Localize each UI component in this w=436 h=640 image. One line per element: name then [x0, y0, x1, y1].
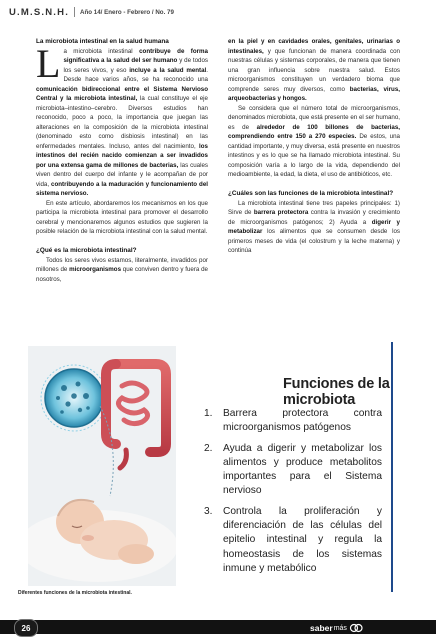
- figure-caption: Diferentes funciones de la microbiota intestinal.: [18, 590, 132, 596]
- logo-swirl-icon: [349, 622, 363, 634]
- page-footer: [0, 616, 436, 640]
- page-number: 26: [14, 619, 38, 637]
- section-heading-functions: ¿Cuáles son las funciones de la microbiota intestinal?: [228, 190, 394, 197]
- baby-microbiota-illustration: [28, 346, 176, 586]
- paragraph-3-start: Todos los seres vivos estamos, literalmente, invadidos por millones de microorganismos que conviven dentro y fuera de nosotros,: [36, 256, 208, 283]
- paragraph-2: En este artículo, abordaremos los mecanismos en los que participa la microbiota intestinal para promover el desarrollo cerebral y mencionaremos algunos estudios que sugieren la posible relación de la microbiota intestinal con la salud mental.: [36, 199, 208, 235]
- footer-bar: [0, 620, 436, 634]
- sabermas-logo: saber más: [310, 622, 363, 634]
- page-header: [9, 6, 174, 18]
- list-item: 1. Barrera protectora contra microorganismos patógenos: [204, 408, 382, 434]
- paragraph-1: La microbiota intestinal contribuye de forma significativa a la salud del ser humano y de todos los seres vivos, y eso incluye a la salud mental. Desde hace varios años, se ha reconocido una comunicación bidireccional entre el Sistema Nervioso Central y la microbiota intestinal, la cual constituye el eje microbiota–intestino–cerebro. Diversos estudios han reconocido, poco a poco, la importancia que juegan las alteraciones en la composición de la microbiota intestinal (denominado esto como disbiosis intestinal) en las enfermedades mentales. Incluso, antes del nacimiento, los intestinos del recién nacido comienzan a ser invadidos por una extensa gama de millones de bacterias, las cuales viven dentro del cuerpo del infante y le acompañan de por vida, contribuyendo a la maduración y funcionamiento del sistema nervioso.: [36, 40, 208, 197]
- paragraph-3-cont: en la piel y en cavidades orales, genitales, urinarias o intestinales, y que funcionan de manera coordinada con nuestras células y sistemas corporales, de manera que tienen una gran influencia sobre nuestra salud. Estos microorganismos constituyen un verdadero bioma que comprende seres muy diversos, como bacterias, virus, arqueobacterias y hongos.: [228, 38, 401, 102]
- right-column: [228, 37, 400, 256]
- article-title: La microbiota intestinal en la salud humana: [36, 38, 169, 45]
- section-heading-what: ¿Qué es la microbiota intestinal?: [36, 247, 137, 254]
- list-item: 2. Ayuda a digerir y metabolizar los alimentos y produce metabolitos importantes para el Sistema nervioso: [204, 442, 382, 497]
- drop-cap: L: [36, 40, 61, 86]
- header-divider: [74, 7, 75, 17]
- paragraph-4: Se considera que el número total de microorganismos, denominados microbiota, que está presente en el ser humano, es de alrededor de 100 billones de bacterias, comprendiendo entre 150 a 270 especies. De estos, una cantidad importante, y muy diversa, está presente en nuestros intestinos y es lo que se ha llamado microbiota intestinal. Su composición varía a lo largo de la vida, dependiendo del medioambiente, la edad, la dieta, el uso de antibióticos, etc.: [228, 104, 400, 178]
- paragraph-5: La microbiota intestinal tiene tres papeles principales: 1) Sirve de barrera protectora contra la invasión y crecimiento de microorganismos patógenos; 2) Ayuda a digerir y metabolizar los alimentos que se consumen desde los primeros meses de vida (el colostrum y la leche materna) y continúa: [228, 199, 400, 254]
- functions-list: [204, 407, 382, 582]
- masthead: U.M.S.N.H.: [9, 6, 70, 18]
- figure-title: Funciones de la microbiota: [283, 376, 390, 408]
- issue-info: Año 14/ Enero - Febrero / No. 79: [80, 8, 174, 16]
- left-column: [36, 37, 208, 284]
- list-item: 3. Controla la proliferación y diferenciación de las células del epitelio intestinal y regula la homeostasis de los sistemas inmune y metabólico: [204, 505, 382, 574]
